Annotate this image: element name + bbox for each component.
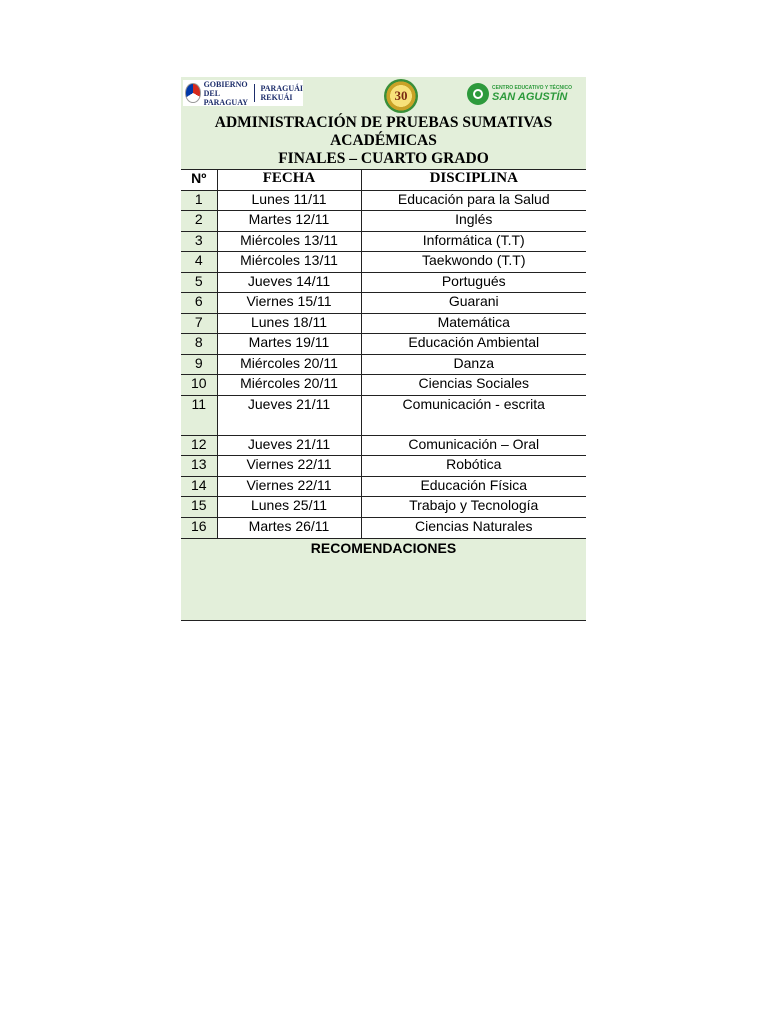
row-date: Viernes 22/11	[217, 456, 361, 477]
row-number: 7	[181, 313, 217, 334]
gov-line-1: GOBIERNO DEL	[203, 79, 248, 98]
table-row	[181, 252, 586, 273]
row-number: 6	[181, 293, 217, 314]
schedule-rows	[181, 190, 586, 538]
row-date: Viernes 22/11	[217, 476, 361, 497]
row-discipline: Ciencias Naturales	[361, 517, 586, 538]
table-row	[181, 190, 586, 211]
table-row	[181, 476, 586, 497]
document-header	[181, 77, 586, 169]
school-subtitle: CENTRO EDUCATIVO Y TÉCNICO	[492, 85, 573, 91]
row-date: Jueves 14/11	[217, 272, 361, 293]
row-discipline: Educación para la Salud	[361, 190, 586, 211]
row-discipline: Comunicación – Oral	[361, 435, 586, 456]
gov-line-3: PARAGUÁI	[260, 84, 303, 93]
row-number: 5	[181, 272, 217, 293]
row-date: Martes 19/11	[217, 334, 361, 355]
document-title	[181, 114, 586, 168]
row-number: 3	[181, 231, 217, 252]
exam-schedule-sheet	[181, 77, 586, 621]
table-row	[181, 456, 586, 477]
recommendations-title: RECOMENDACIONES	[310, 539, 457, 556]
table-row	[181, 334, 586, 355]
header-number: Nº	[181, 170, 217, 191]
row-discipline: Danza	[361, 354, 586, 375]
schedule-table	[181, 169, 586, 538]
gov-line-2: PARAGUAY	[203, 97, 249, 107]
row-date: Lunes 11/11	[217, 190, 361, 211]
row-date: Martes 12/11	[217, 211, 361, 232]
anniversary-seal	[379, 77, 423, 115]
row-number: 8	[181, 334, 217, 355]
row-date: Viernes 15/11	[217, 293, 361, 314]
row-date: Miércoles 20/11	[217, 375, 361, 396]
row-number: 16	[181, 517, 217, 538]
row-discipline: Educación Ambiental	[361, 334, 586, 355]
school-name: SAN AGUSTÍN	[492, 91, 568, 103]
row-date: Jueves 21/11	[217, 395, 361, 435]
header-date: FECHA	[217, 170, 361, 191]
school-emblem-icon	[467, 83, 489, 105]
table-header-row	[181, 170, 586, 191]
row-discipline: Matemática	[361, 313, 586, 334]
gov-logo-text-gn	[260, 84, 303, 102]
table-row	[181, 517, 586, 538]
row-number: 2	[181, 211, 217, 232]
paraguay-seal-icon	[185, 83, 201, 103]
row-discipline: Robótica	[361, 456, 586, 477]
row-number: 10	[181, 375, 217, 396]
table-row	[181, 272, 586, 293]
table-row	[181, 313, 586, 334]
school-logo	[467, 81, 585, 107]
row-number: 4	[181, 252, 217, 273]
row-discipline: Ciencias Sociales	[361, 375, 586, 396]
row-date: Martes 26/11	[217, 517, 361, 538]
table-row	[181, 497, 586, 518]
gov-logo-divider	[254, 84, 255, 102]
row-discipline: Educación Física	[361, 476, 586, 497]
anniversary-30-icon: 30	[384, 79, 418, 113]
row-discipline: Trabajo y Tecnología	[361, 497, 586, 518]
row-date: Miércoles 13/11	[217, 231, 361, 252]
table-row	[181, 375, 586, 396]
title-line-1: ADMINISTRACIÓN DE PRUEBAS SUMATIVAS	[214, 114, 553, 131]
table-row	[181, 395, 586, 435]
title-line-3: FINALES – CUARTO GRADO	[278, 150, 489, 167]
row-number: 11	[181, 395, 217, 435]
row-discipline: Portugués	[361, 272, 586, 293]
recommendations-section	[181, 538, 586, 621]
government-logo	[183, 80, 303, 106]
row-number: 9	[181, 354, 217, 375]
table-row	[181, 211, 586, 232]
school-logo-text	[492, 85, 572, 103]
title-line-2: ACADÉMICAS	[330, 132, 437, 149]
row-discipline: Taekwondo (T.T)	[361, 252, 586, 273]
row-date: Miércoles 20/11	[217, 354, 361, 375]
row-number: 1	[181, 190, 217, 211]
row-date: Lunes 25/11	[217, 497, 361, 518]
row-discipline: Informática (T.T)	[361, 231, 586, 252]
row-number: 12	[181, 435, 217, 456]
row-number: 14	[181, 476, 217, 497]
table-row	[181, 293, 586, 314]
row-number: 13	[181, 456, 217, 477]
row-date: Jueves 21/11	[217, 435, 361, 456]
gov-logo-text-es	[204, 80, 251, 107]
row-discipline: Inglés	[361, 211, 586, 232]
row-number: 15	[181, 497, 217, 518]
table-row	[181, 231, 586, 252]
row-discipline: Comunicación - escrita	[361, 395, 586, 435]
table-row	[181, 354, 586, 375]
row-date: Miércoles 13/11	[217, 252, 361, 273]
table-row	[181, 435, 586, 456]
row-date: Lunes 18/11	[217, 313, 361, 334]
row-discipline: Guarani	[361, 293, 586, 314]
header-discipline: DISCIPLINA	[361, 170, 586, 191]
gov-line-4: REKUÁI	[260, 93, 293, 102]
